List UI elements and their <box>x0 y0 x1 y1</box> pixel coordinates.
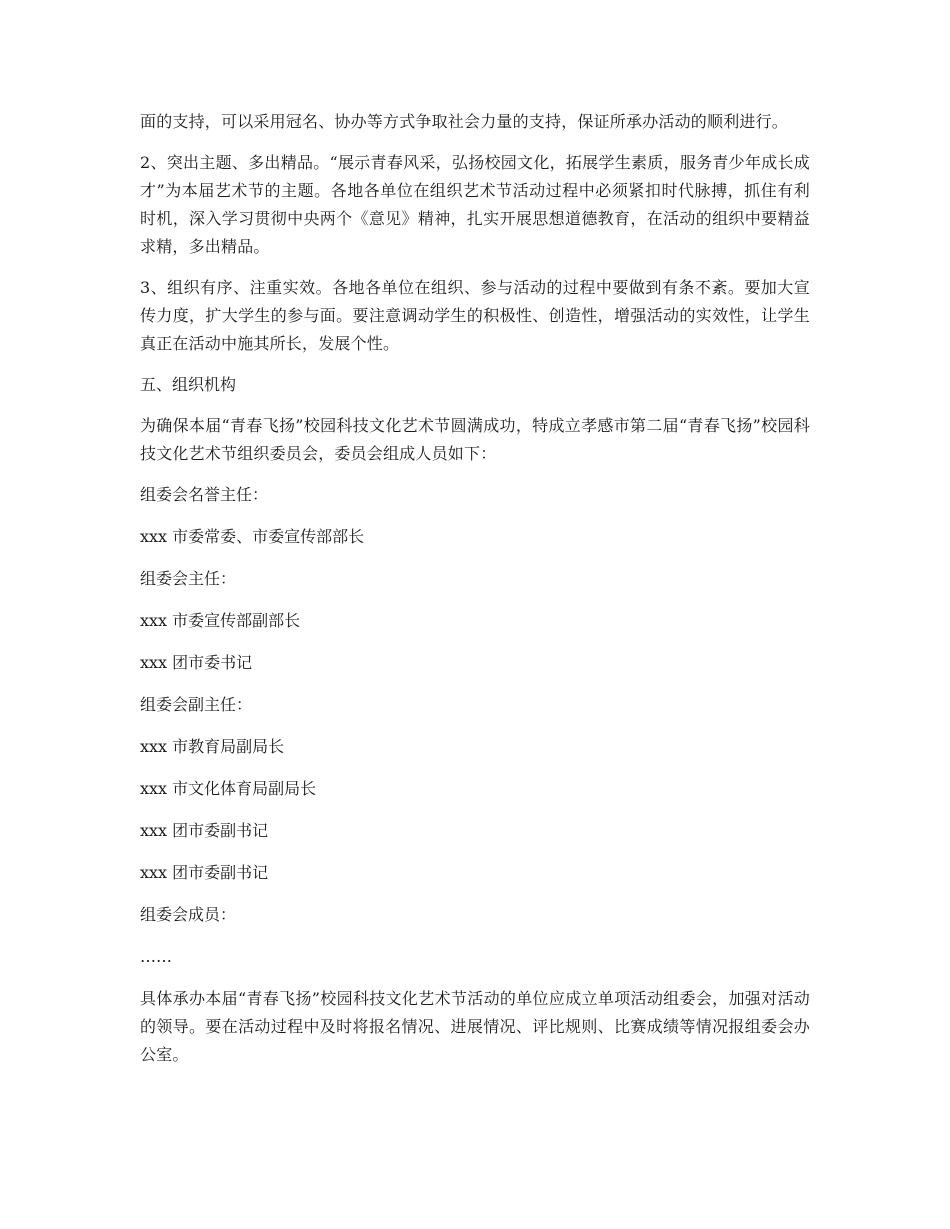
committee-member-line: xxx 团市委书记 <box>140 653 253 672</box>
committee-member-line: xxx 市委宣传部副部长 <box>140 611 301 630</box>
paragraph-intro: 为确保本届“青春飞扬”校园科技文化艺术节圆满成功，特成立孝感市第二届“青春飞扬”校园科技文化艺术节组织委员会，委员会组成人员如下： <box>140 416 810 463</box>
committee-honorary-director-label: 组委会名誉主任： <box>140 485 269 504</box>
document-page <box>140 108 810 1082</box>
paragraph-support: 面的支持，可以采用冠名、协办等方式争取社会力量的支持，保证所承办活动的顺利进行。 <box>140 112 789 131</box>
paragraph-theme: 2、突出主题、多出精品。“展示青春风采，弘扬校园文化，拓展学生素质，服务青少年成长成才”为本届艺术节的主题。各地各单位在组织艺术节活动过程中必须紧扣时代脉搏，抓住有利时机，深入学习贯彻中央两个《意见》精神，扎实开展思想道德教育，在活动的组织中要精益求精，多出精品。 <box>140 153 810 256</box>
paragraph-organization: 3、组织有序、注重实效。各地各单位在组织、参与活动的过程中要做到有条不紊。要加大宣传力度，扩大学生的参与面。要注意调动学生的积极性、创造性，增强活动的实效性，让学生真正在活动中施其所长，发展个性。 <box>140 278 810 353</box>
ellipsis-line: …… <box>140 947 172 966</box>
committee-deputy-director-label: 组委会副主任： <box>140 695 253 714</box>
committee-member-line: xxx 市教育局副局长 <box>140 737 285 756</box>
paragraph-closing: 具体承办本届“青春飞扬”校园科技文化艺术节活动的单位应成立单项活动组委会，加强对活动的领导。要在活动过程中及时将报名情况、进展情况、评比规则、比赛成绩等情况报组委会办公室。 <box>140 989 810 1064</box>
committee-member-line: xxx 市委常委、市委宣传部部长 <box>140 527 365 546</box>
committee-members-label: 组委会成员： <box>140 905 237 924</box>
committee-member-line: xxx 团市委副书记 <box>140 863 269 882</box>
committee-member-line: xxx 团市委副书记 <box>140 821 269 840</box>
committee-director-label: 组委会主任： <box>140 569 237 588</box>
section-heading: 五、组织机构 <box>140 375 237 394</box>
committee-member-line: xxx 市文化体育局副局长 <box>140 779 317 798</box>
